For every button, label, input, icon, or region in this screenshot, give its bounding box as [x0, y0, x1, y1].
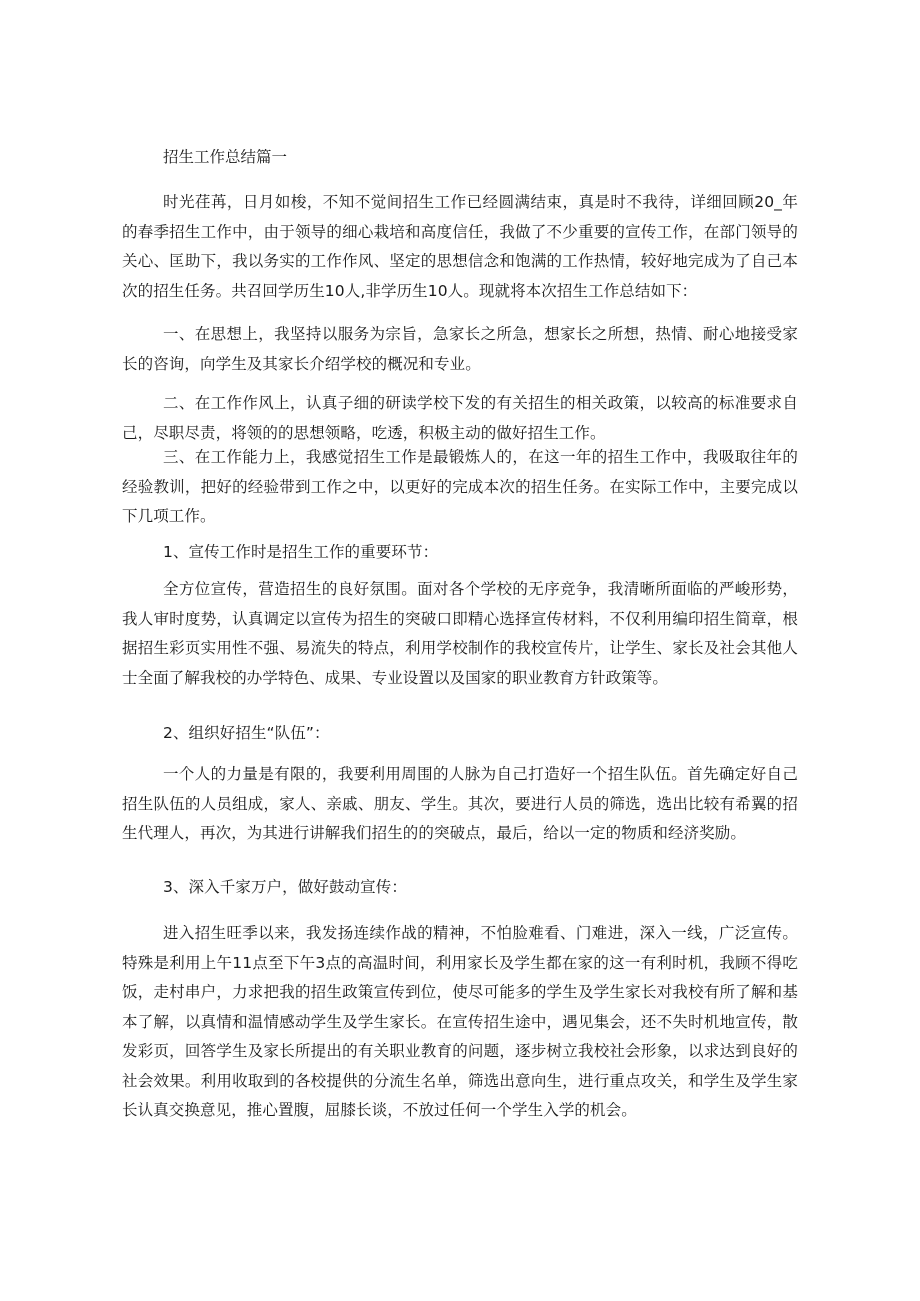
section-heading-2: 2、组织好招生“队伍”：: [163, 724, 330, 742]
paragraph-section-3: 进入招生旺季以来，我发扬连续作战的精神，不怕脸难看、门难进，深入一线，广泛宣传。特殊是利用上午11点至下午3点的高温时间，利用家长及学生都在家的这一有利时机，我顾不得吃饭，走村串户，力求把我的招生政策宣传到位，使尽可能多的学生及学生家长对我校有所了解和基本了解，以真情和温情感动学生及学生家长。在宣传招生途中，遇见集会，还不失时机地宣传，散发彩页，回答学生及家长所提出的有关职业教育的问题，逐步树立我校社会形象，以求达到良好的社会效果。利用收取到的各校提供的分流生名单，筛选出意向生，进行重点攻关，和学生及学生家长认真交换意见，推心置腹，屈膝长谈，不放过任何一个学生入学的机会。: [122, 924, 798, 1119]
section-heading-1: 1、宣传工作时是招生工作的重要环节：: [163, 543, 439, 561]
paragraph-point-3: 三、在工作能力上，我感觉招生工作是最锻炼人的，在这一年的招生工作中，我吸取往年的经验教训，把好的经验带到工作之中，以更好的完成本次的招生任务。在实际工作中，主要完成以下几项工作。: [122, 448, 798, 525]
document-page: [122, 0, 798, 1301]
paragraph-section-1: 全方位宣传，营造招生的良好氛围。面对各个学校的无序竞争，我清晰所面临的严峻形势，我人审时度势，认真调定以宣传为招生的突破口即精心选择宣传材料，不仅利用编印招生简章，根据招生彩页实用性不强、易流失的特点，利用学校制作的我校宣传片，让学生、家长及社会其他人士全面了解我校的办学特色、成果、专业设置以及国家的职业教育方针政策等。: [122, 580, 798, 687]
document-title: 招生工作总结篇一: [163, 148, 288, 166]
section-heading-3: 3、深入千家万户，做好鼓动宣传：: [163, 878, 407, 896]
paragraph-section-2: 一个人的力量是有限的，我要利用周围的人脉为自己打造好一个招生队伍。首先确定好自己招生队伍的人员组成，家人、亲戚、朋友、学生。其次，要进行人员的筛选，选出比较有希翼的招生代理人，再次，为其进行讲解我们招生的的突破点，最后，给以一定的物质和经济奖励。: [122, 765, 798, 842]
paragraph-point-1: 一、在思想上，我坚持以服务为宗旨，急家长之所急，想家长之所想，热情、耐心地接受家长的咨询，向学生及其家长介绍学校的概况和专业。: [122, 325, 798, 373]
paragraph-intro: 时光荏苒，日月如梭，不知不觉间招生工作已经圆满结束，真是时不我待，详细回顾20_年的春季招生工作中，由于领导的细心栽培和高度信任，我做了不少重要的宣传工作，在部门领导的关心、匡助下，我以务实的工作作风、坚定的思想信念和饱满的工作热情，较好地完成为了自己本次的招生任务。共召回学历生10人,非学历生10人。现就将本次招生工作总结如下：: [122, 193, 798, 300]
paragraph-point-2: 二、在工作作风上，认真子细的研读学校下发的有关招生的相关政策，以较高的标准要求自己，尽职尽责，将领的的思想领略，吃透，积极主动的做好招生工作。: [122, 394, 798, 442]
